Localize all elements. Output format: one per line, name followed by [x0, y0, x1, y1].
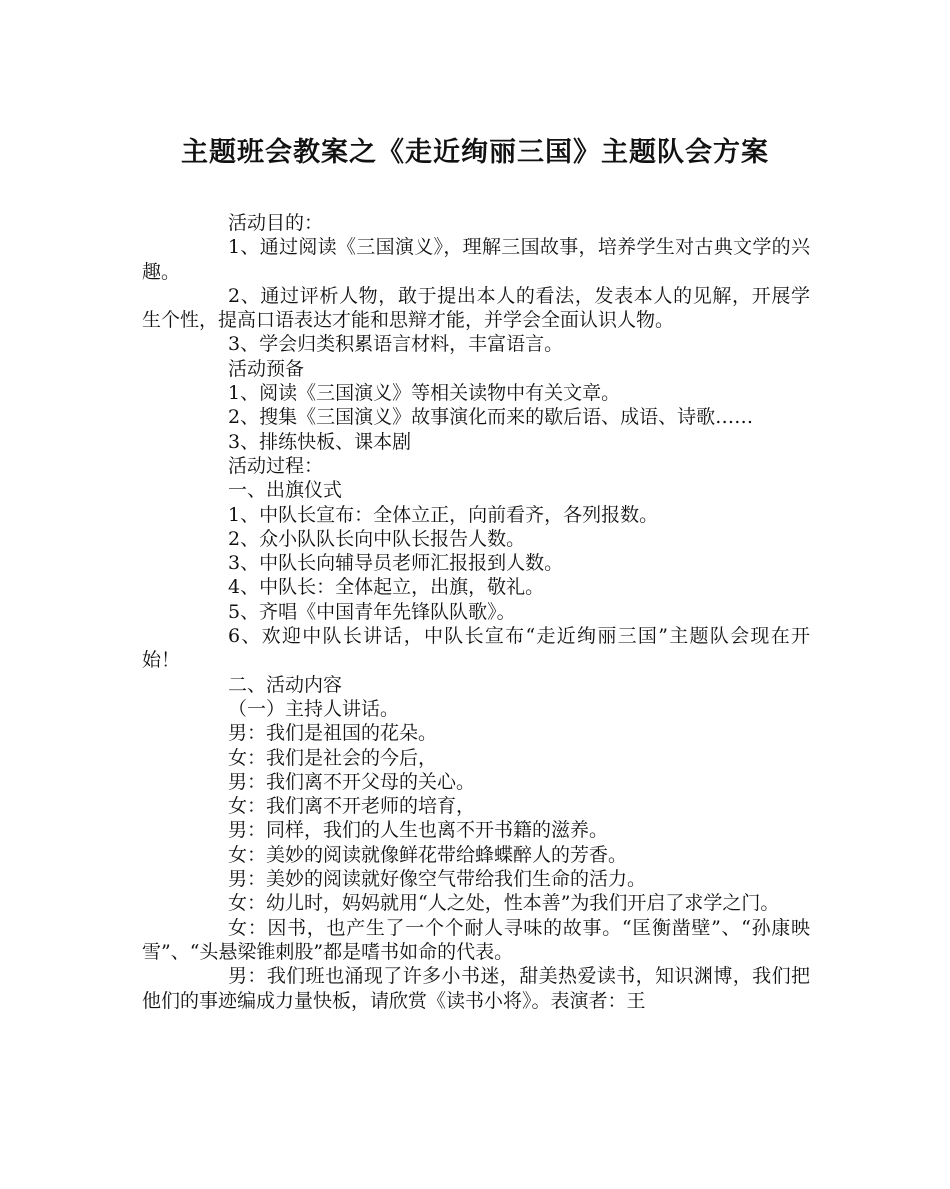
paragraph: 5、齐唱《中国青年先锋队队歌》。: [228, 600, 516, 623]
paragraph: 活动过程：: [228, 454, 324, 477]
paragraph: 2、搜集《三国演义》故事演化而来的歇后语、成语、诗歌……: [228, 406, 754, 429]
paragraph: 1、通过阅读《三国演义》，理解三国故事，培养学生对古典文学的兴趣。: [142, 236, 810, 283]
paragraph: 女：美妙的阅读就像鲜花带给蜂蝶醉人的芳香。: [228, 843, 628, 866]
paragraph: 1、中队长宣布：全体立正，向前看齐，各列报数。: [228, 503, 659, 526]
paragraph: 男：美妙的阅读就好像空气带给我们生命的活力。: [228, 868, 647, 891]
paragraph: 女：因书，也产生了一个个耐人寻味的故事。“匡衡凿壁”、“孙康映雪”、“头悬梁锥刺股”都是嗜书如命的代表。: [142, 916, 810, 963]
paragraph: 3、学会归类积累语言材料，丰富语言。: [228, 333, 564, 356]
document-body: [142, 211, 810, 1013]
paragraph: 女：我们离不开老师的培育，: [228, 795, 476, 818]
paragraph: 4、中队长：全体起立，出旗，敬礼。: [228, 576, 545, 599]
paragraph: 2、众小队队长向中队长报告人数。: [228, 527, 526, 550]
paragraph: （一）主持人讲话。: [228, 697, 400, 720]
paragraph: 3、排练快板、课本剧: [228, 430, 412, 453]
document-title: 主题班会教案之《走近绚丽三国》主题队会方案: [181, 137, 769, 168]
paragraph: 1、阅读《三国演义》等相关读物中有关文章。: [228, 382, 621, 405]
paragraph: 男：我们是祖国的花朵。: [228, 722, 438, 745]
paragraph: 女：我们是社会的今后，: [228, 746, 438, 769]
paragraph: 6、欢迎中队长讲话，中队长宣布“走近绚丽三国”主题队会现在开始！: [142, 625, 810, 672]
paragraph: 2、通过评析人物，敢于提出本人的看法，发表本人的见解，开展学生个性，提高口语表达才能和思辩才能，并学会全面认识人物。: [142, 284, 810, 332]
paragraph: 男：同样，我们的人生也离不开书籍的滋养。: [228, 819, 609, 842]
paragraph: 男：我们离不开父母的关心。: [228, 770, 476, 793]
paragraph: 3、中队长向辅导员老师汇报报到人数。: [228, 552, 564, 575]
paragraph: 二、活动内容: [228, 673, 343, 696]
paragraph: 一、出旗仪式: [228, 479, 343, 502]
paragraph: 活动目的：: [228, 212, 324, 234]
paragraph: 女：幼儿时，妈妈就用“人之处，性本善”为我们开启了求学之门。: [228, 892, 780, 915]
paragraph: 活动预备: [228, 357, 305, 380]
paragraph: 男：我们班也涌现了许多小书迷，甜美热爱读书，知识渊博，我们把他们的事迹编成力量快板，请欣赏《读书小将》。表演者：王: [142, 965, 810, 1012]
